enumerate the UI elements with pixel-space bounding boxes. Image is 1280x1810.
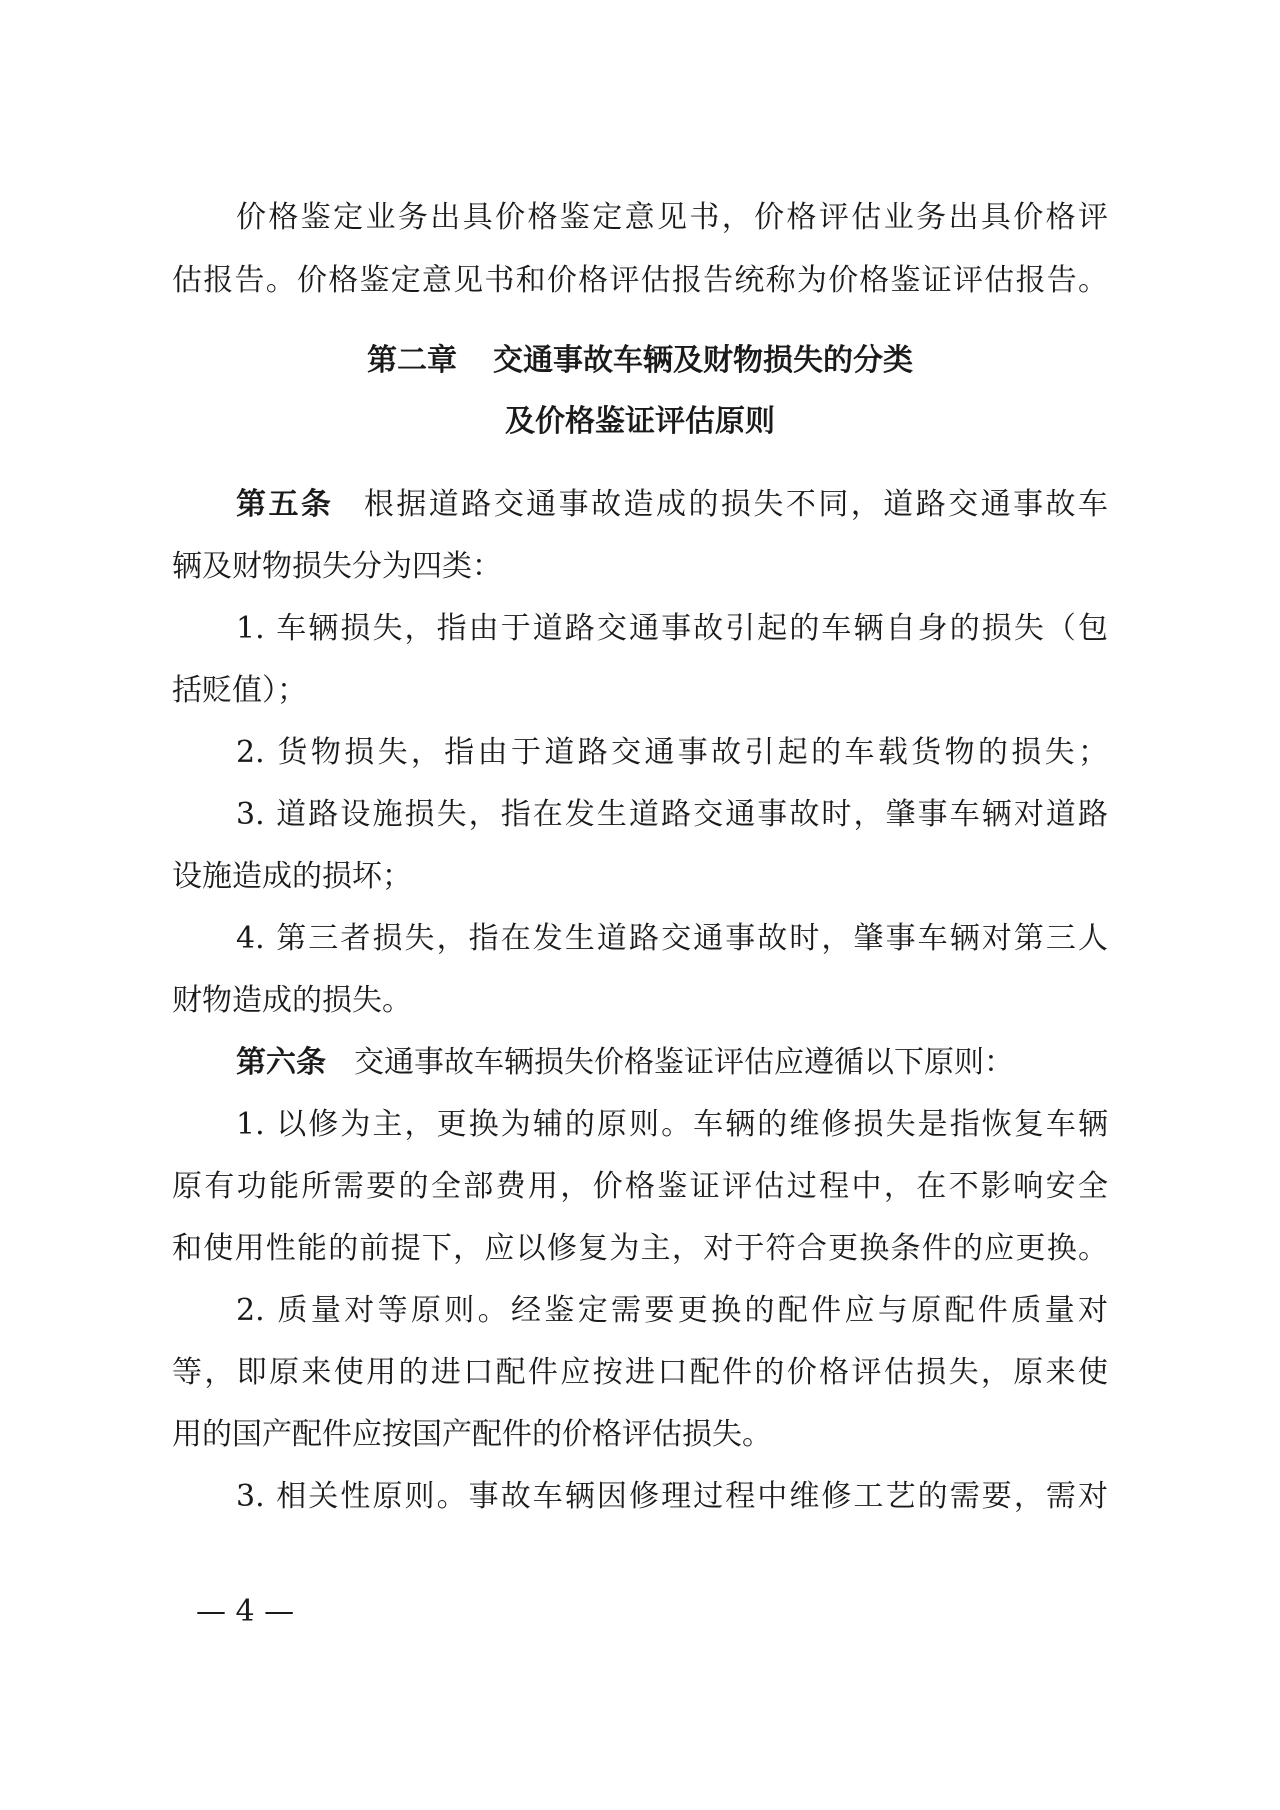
article6-item1-line-1: 1. 以修为主，更换为辅的原则。车辆的维修损失是指恢复车辆 [236,1107,1108,1142]
article5-text-1: 根据道路交通事故造成的损失不同，道路交通事故车 [361,487,1108,522]
intro-line-1: 价格鉴定业务出具价格鉴定意见书，价格评估业务出具价格评 [236,200,1108,235]
article6-item3-line-1: 3. 相关性原则。事故车辆因修理过程中维修工艺的需要，需对 [236,1479,1108,1514]
article6-item2-line-1: 2. 质量对等原则。经鉴定需要更换的配件应与原配件质量对 [236,1293,1108,1328]
article5-line-2: 辆及财物损失分为四类： [172,549,502,584]
page-number: — 4 — [196,1594,295,1629]
article6-item1-line-3: 和使用性能的前提下，应以修复为主，对于符合更换条件的应更换。 [172,1231,1108,1266]
article6-text-1: 交通事故车辆损失价格鉴证评估应遵循以下原则： [354,1045,1014,1080]
article6-item2-line-2: 等，即原来使用的进口配件应按进口配件的价格评估损失，原来使 [172,1355,1108,1390]
article5-label: 第五条 [236,487,334,522]
chapter-title-1: 交通事故车辆及财物损失的分类 [493,343,913,378]
chapter-number: 第二章 [367,343,457,378]
intro-line-2: 估报告。价格鉴定意见书和价格评估报告统称为价格鉴证评估报告。 [172,263,1108,298]
article6-line-1 [236,1043,1108,1083]
chapter-heading-line-1 [0,341,1280,381]
chapter-heading-line-2: 及价格鉴证评估原则 [505,404,775,439]
article5-item1-line-1: 1. 车辆损失，指由于道路交通事故引起的车辆自身的损失（包 [236,611,1108,646]
article6-item2-line-3: 用的国产配件应按国产配件的价格评估损失。 [172,1417,772,1452]
article6-item1-line-2: 原有功能所需要的全部费用，价格鉴证评估过程中，在不影响安全 [172,1169,1108,1204]
article5-item4-line-2: 财物造成的损失。 [172,983,412,1018]
article5-item3-line-2: 设施造成的损坏； [172,859,412,894]
article5-item1-line-2: 括贬值）； [172,673,307,708]
article5-item3-line-1: 3. 道路设施损失，指在发生道路交通事故时，肇事车辆对道路 [236,797,1108,832]
article5-item4-line-1: 4. 第三者损失，指在发生道路交通事故时，肇事车辆对第三人 [236,921,1108,956]
article6-label: 第六条 [236,1045,326,1080]
article5-line-1 [236,485,1108,525]
article5-item2-line-1: 2. 货物损失，指由于道路交通事故引起的车载货物的损失； [236,735,1108,770]
